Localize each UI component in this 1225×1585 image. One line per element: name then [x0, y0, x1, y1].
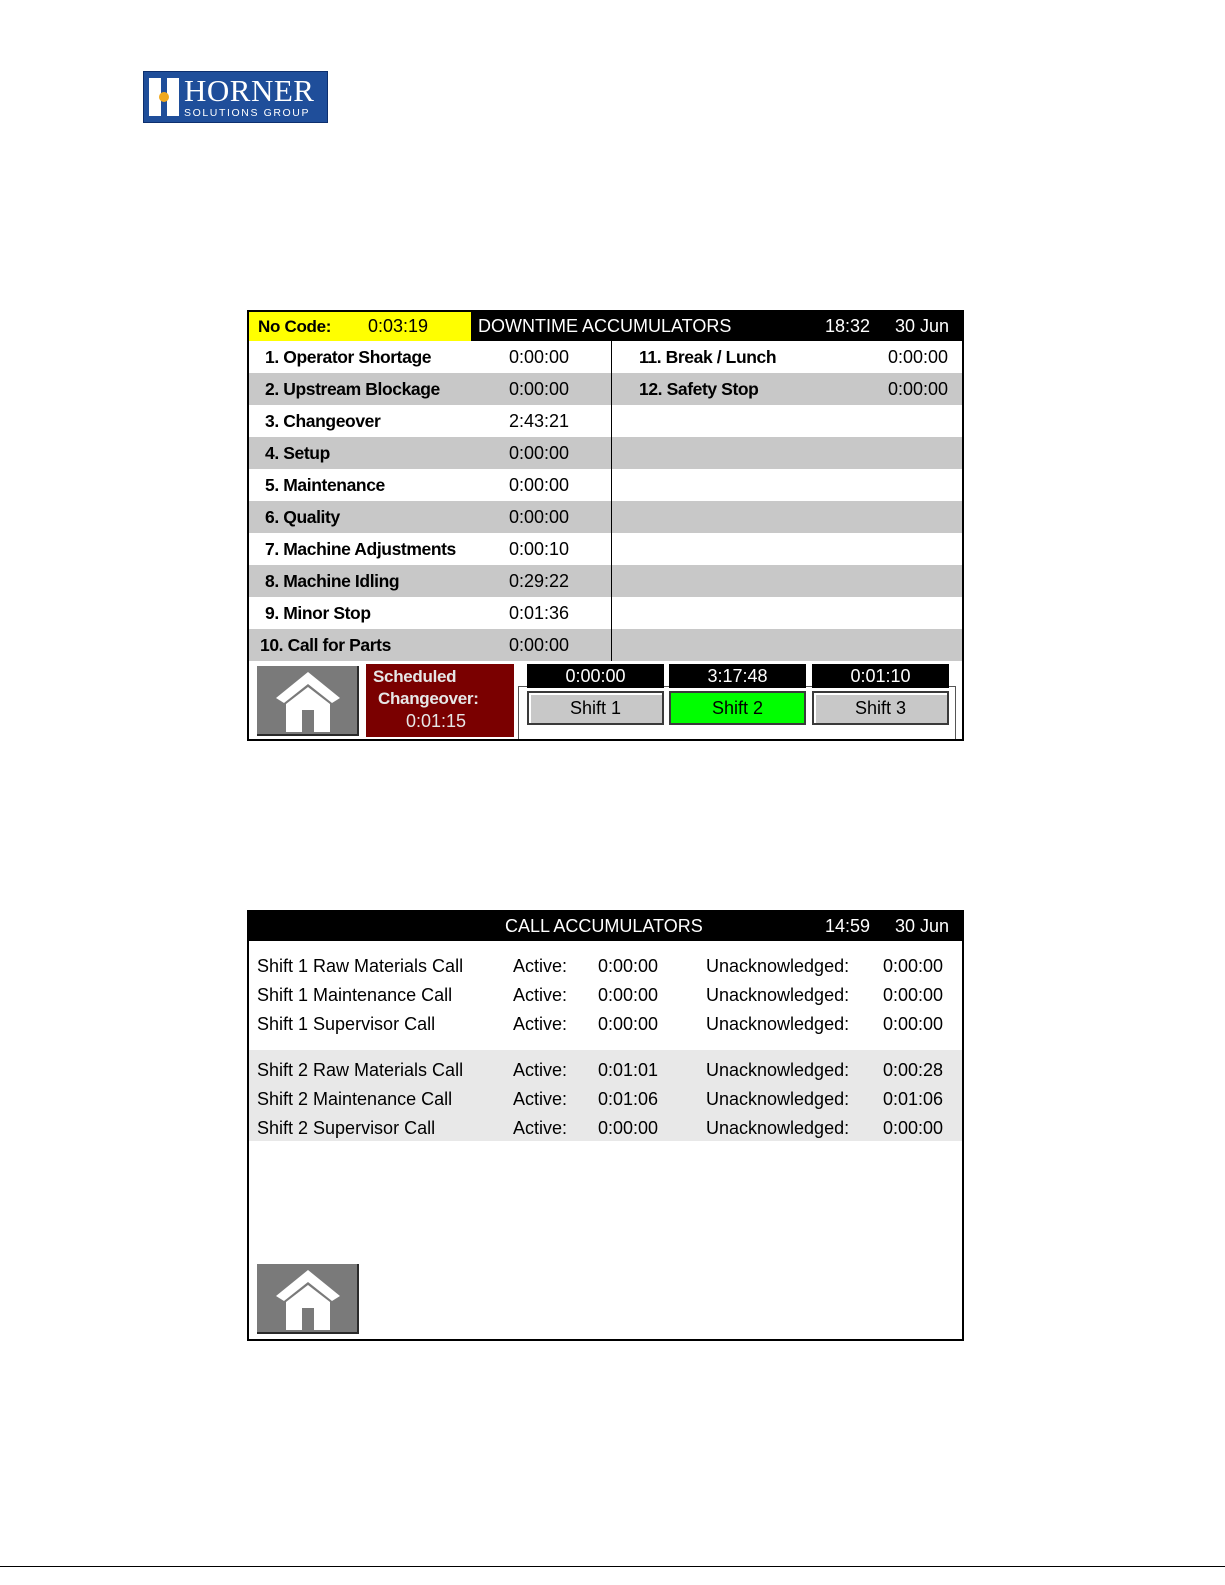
active-value: 0:00:00: [598, 985, 659, 1005]
downtime-accumulators-screen: [247, 310, 964, 741]
downtime-label: 11. Break / Lunch: [639, 347, 777, 367]
downtime-value: 2:43:21: [509, 411, 570, 431]
home-icon: [274, 670, 342, 732]
scheduled-changeover: [366, 664, 514, 737]
unacknowledged-label: Unacknowledged:: [706, 956, 850, 976]
downtime-value: 0:00:00: [888, 379, 949, 399]
downtime-value: 0:00:00: [509, 379, 570, 399]
shift-2-time: 3:17:48: [669, 664, 806, 688]
header-date: 30 Jun: [895, 916, 950, 936]
header-clock: 14:59: [825, 916, 871, 936]
downtime-row[interactable]: [249, 597, 962, 629]
unacknowledged-value: 0:01:06: [883, 1089, 944, 1109]
downtime-row[interactable]: [249, 533, 962, 565]
downtime-value: 0:00:00: [509, 475, 570, 495]
downtime-row[interactable]: [249, 565, 962, 597]
logo-subtitle: SOLUTIONS GROUP: [184, 107, 311, 119]
downtime-label: 6. Quality: [265, 507, 340, 527]
active-label: Active:: [513, 985, 568, 1005]
downtime-footer: [249, 661, 962, 741]
call-name: Shift 1 Supervisor Call: [257, 1014, 436, 1034]
downtime-header: [249, 312, 962, 341]
downtime-label: 10. Call for Parts: [260, 635, 391, 655]
calls-header: [249, 912, 962, 941]
call-name: Shift 2 Supervisor Call: [257, 1118, 436, 1138]
shift-2-button[interactable]: Shift 2: [669, 691, 806, 725]
downtime-label: 9. Minor Stop: [265, 603, 371, 623]
no-code-time: 0:03:19: [368, 316, 429, 336]
downtime-label: 5. Maintenance: [265, 475, 385, 495]
call-row: [249, 1010, 962, 1039]
page-bottom-rule: [0, 1566, 1225, 1567]
downtime-row[interactable]: [249, 405, 962, 437]
shift-3-button[interactable]: Shift 3: [812, 691, 949, 725]
downtime-label: 4. Setup: [265, 443, 330, 463]
active-value: 0:00:00: [598, 1118, 659, 1138]
home-button[interactable]: [257, 666, 359, 736]
downtime-value: 0:00:00: [509, 635, 570, 655]
downtime-value: 0:00:00: [509, 507, 570, 527]
shift-3-time: 0:01:10: [812, 664, 949, 688]
page-title: CALL ACCUMULATORS: [505, 916, 703, 936]
no-code-label: No Code:: [258, 317, 332, 336]
header-clock: 18:32: [825, 316, 871, 336]
header-date: 30 Jun: [895, 316, 950, 336]
active-label: Active:: [513, 1089, 568, 1109]
active-value: 0:00:00: [598, 1014, 659, 1034]
unacknowledged-value: 0:00:00: [883, 985, 944, 1005]
page-title: DOWNTIME ACCUMULATORS: [478, 316, 732, 336]
downtime-value: 0:00:10: [509, 539, 570, 559]
downtime-row[interactable]: [249, 341, 962, 373]
downtime-value: 0:00:00: [509, 347, 570, 367]
scheduled-label: Scheduled: [373, 667, 457, 686]
downtime-label: 7. Machine Adjustments: [265, 539, 456, 559]
call-row: [249, 981, 962, 1010]
downtime-label: 1. Operator Shortage: [265, 347, 432, 367]
downtime-label: 3. Changeover: [265, 411, 381, 431]
unacknowledged-label: Unacknowledged:: [706, 1118, 850, 1138]
active-value: 0:01:01: [598, 1060, 659, 1080]
unacknowledged-label: Unacknowledged:: [706, 1014, 850, 1034]
column-divider: [611, 341, 612, 661]
call-name: Shift 1 Maintenance Call: [257, 985, 453, 1005]
call-accumulators-screen: [247, 910, 964, 1341]
active-value: 0:00:00: [598, 956, 659, 976]
home-button[interactable]: [257, 1264, 359, 1334]
no-code-indicator: [249, 312, 471, 341]
unacknowledged-label: Unacknowledged:: [706, 1089, 850, 1109]
call-row: [249, 1114, 962, 1143]
shift-1-button[interactable]: Shift 1: [527, 691, 664, 725]
unacknowledged-label: Unacknowledged:: [706, 985, 850, 1005]
downtime-label: 8. Machine Idling: [265, 571, 400, 591]
unacknowledged-value: 0:00:00: [883, 1118, 944, 1138]
horner-logo: [143, 71, 328, 123]
call-name: Shift 1 Raw Materials Call: [257, 956, 464, 976]
unacknowledged-value: 0:00:00: [883, 956, 944, 976]
downtime-value: 0:00:00: [509, 443, 570, 463]
logo-mark-icon: [149, 78, 179, 116]
call-row: [249, 952, 962, 981]
downtime-value: 0:01:36: [509, 603, 570, 623]
active-label: Active:: [513, 1118, 568, 1138]
logo-name: HORNER: [184, 73, 315, 108]
call-row: [249, 1085, 962, 1114]
active-label: Active:: [513, 956, 568, 976]
home-icon: [274, 1268, 342, 1330]
downtime-row[interactable]: [249, 501, 962, 533]
active-value: 0:01:06: [598, 1089, 659, 1109]
downtime-row[interactable]: [249, 373, 962, 405]
call-name: Shift 2 Raw Materials Call: [257, 1060, 464, 1080]
downtime-row[interactable]: [249, 437, 962, 469]
unacknowledged-value: 0:00:28: [883, 1060, 944, 1080]
shift-1-time: 0:00:00: [527, 664, 664, 688]
active-label: Active:: [513, 1060, 568, 1080]
unacknowledged-value: 0:00:00: [883, 1014, 944, 1034]
downtime-label: 12. Safety Stop: [639, 379, 759, 399]
changeover-label: Changeover:: [378, 689, 479, 708]
scheduled-changeover-time: 0:01:15: [406, 711, 467, 731]
call-row: [249, 1056, 962, 1085]
downtime-value: 0:00:00: [888, 347, 949, 367]
downtime-row[interactable]: [249, 629, 962, 661]
active-label: Active:: [513, 1014, 568, 1034]
unacknowledged-label: Unacknowledged:: [706, 1060, 850, 1080]
downtime-value: 0:29:22: [509, 571, 570, 591]
call-name: Shift 2 Maintenance Call: [257, 1089, 453, 1109]
downtime-row[interactable]: [249, 469, 962, 501]
downtime-label: 2. Upstream Blockage: [265, 379, 440, 399]
